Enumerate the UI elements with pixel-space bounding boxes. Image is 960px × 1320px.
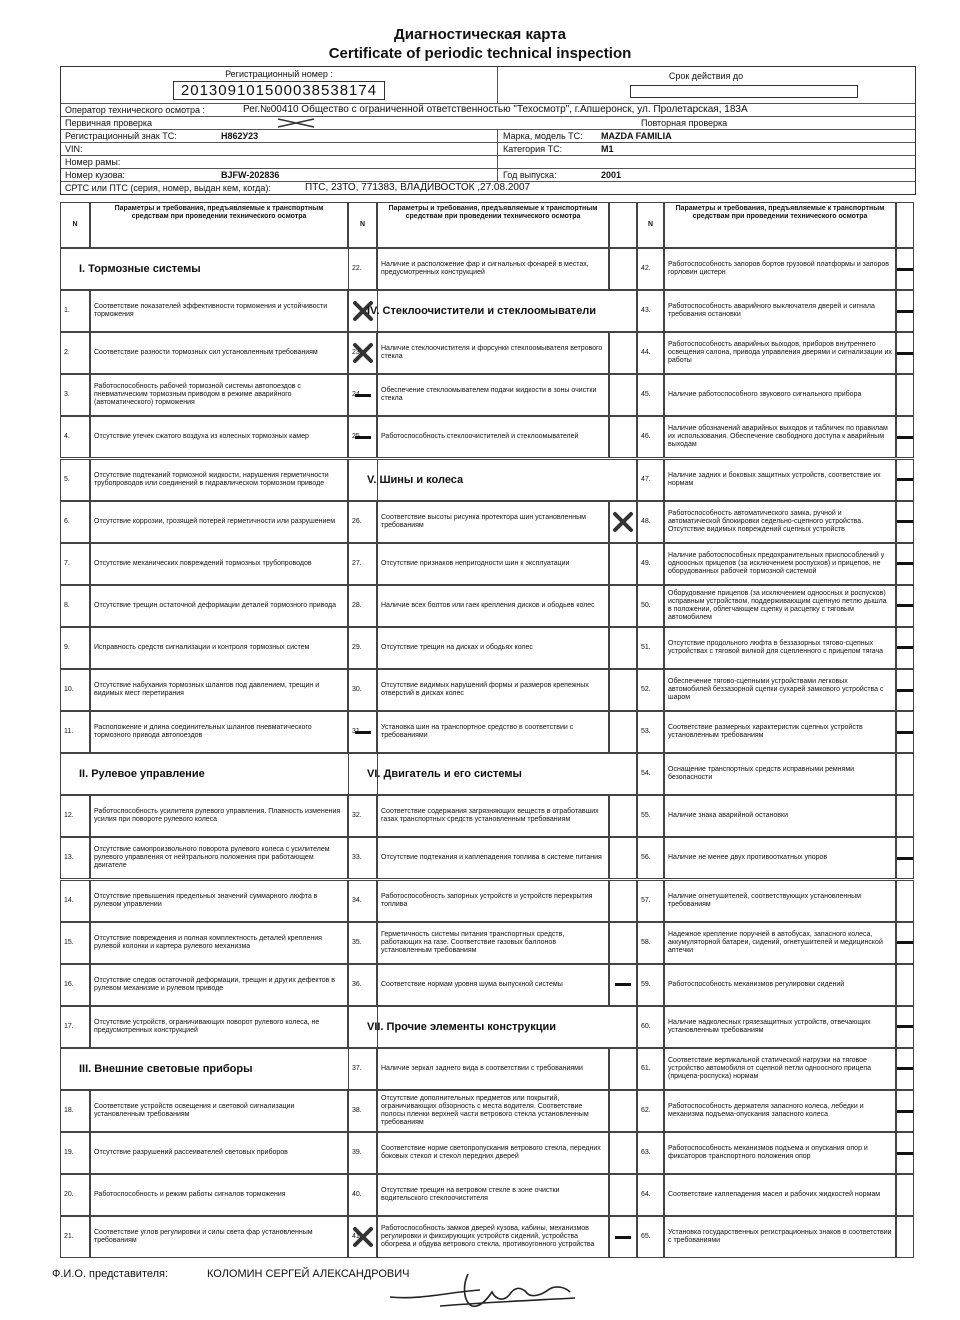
dash-mark-icon bbox=[897, 268, 913, 271]
row-number: 19. bbox=[60, 1132, 90, 1174]
dash-mark-icon bbox=[897, 1067, 913, 1070]
dash-mark-icon bbox=[897, 520, 913, 523]
row-requirement: Отсутствие набухания тормозных шлангов под давлением, трещин и видимых мест перетирания bbox=[90, 669, 348, 711]
row-mark-cell bbox=[609, 1132, 637, 1174]
row-requirement: Обеспечение стеклоомывателем подачи жидкости в зоны очистки стекла bbox=[377, 374, 609, 416]
category-label: Категория ТС: bbox=[503, 144, 563, 154]
row-mark-cell bbox=[896, 1132, 914, 1174]
dash-mark-icon bbox=[897, 310, 913, 313]
row-requirement: Работоспособность усилителя рулевого управления. Плавность изменения усилия при повороте рулевого колеса bbox=[90, 795, 348, 837]
row-requirement: Обеспечение тягово-сцепными устройствами легковых автомобилей беззазорной сцепки сухарей замкового устройства с шаром bbox=[664, 669, 896, 711]
row-number: 26. bbox=[348, 501, 377, 543]
row-number: 31. bbox=[348, 711, 377, 753]
row-requirement: Соответствие содержания загрязняющих веществ в отработавших газах транспортных средств установленным требованиям bbox=[377, 795, 609, 837]
row-number: 33. bbox=[348, 837, 377, 879]
row-number: 43. bbox=[637, 290, 664, 332]
row-number: 52. bbox=[637, 669, 664, 711]
table-header-params: Параметры и требования, предъявляемые к транспортным средствам при проведении технического осмотра bbox=[664, 202, 896, 248]
row-requirement: Работоспособность держателя запасного колеса, лебедки и механизма подъема-опускания запасного колеса bbox=[664, 1090, 896, 1132]
row-number: 32. bbox=[348, 795, 377, 837]
vin-label: VIN: bbox=[65, 144, 83, 154]
primary-check-cross-icon bbox=[276, 118, 316, 128]
plate-row bbox=[61, 130, 915, 143]
row-mark-cell bbox=[609, 795, 637, 837]
dash-mark-icon bbox=[897, 1152, 913, 1155]
row-number: 9. bbox=[60, 627, 90, 669]
signature-icon bbox=[380, 1262, 580, 1312]
row-number: 35. bbox=[348, 922, 377, 964]
row-requirement: Герметичность системы питания транспортных средств, работающих на газе. Соответствие газовых баллонов установленным требованиям bbox=[377, 922, 609, 964]
row-requirement: Наличие обозначений аварийных выходов и табличек по правилам их использования. Обеспечение свободного доступа к аварийным выходам bbox=[664, 416, 896, 458]
row-requirement: Работоспособность автоматического замка, ручной и автоматической блокировки седельно-сцепного устройства. Отсутствие видимых повреждений сцепных устройств bbox=[664, 501, 896, 543]
row-requirement: Наличие всех болтов или гаек крепления дисков и ободьев колес bbox=[377, 585, 609, 627]
row-requirement: Соответствие вертикальной статической нагрузки на тяговое устройство автомобиля от сцепной петли одноосного прицепа (прицепа-роспуска) нормам bbox=[664, 1048, 896, 1090]
row-requirement: Отсутствие устройств, ограничивающих поворот рулевого колеса, не предусмотренных конструкцией bbox=[90, 1006, 348, 1048]
section-heading: I. Тормозные системы bbox=[60, 248, 378, 290]
reg-number-label: Регистрационный номер : bbox=[225, 69, 333, 79]
row-requirement: Отсутствие механических повреждений тормозных трубопроводов bbox=[90, 543, 348, 585]
row-mark-cell bbox=[896, 290, 914, 332]
row-number: 25. bbox=[348, 416, 377, 458]
row-requirement: Соответствие устройств освещения и световой сигнализации установленным требованиям bbox=[90, 1090, 348, 1132]
row-number: 22. bbox=[348, 248, 377, 290]
section-heading: VI. Двигатель и его системы bbox=[348, 753, 637, 795]
section-heading: II. Рулевое управление bbox=[60, 753, 378, 795]
row-requirement: Отсутствие подтекания и каплепадения топлива в системе питания bbox=[377, 837, 609, 879]
body-row bbox=[61, 169, 915, 182]
document-title-en: Certificate of periodic technical inspection bbox=[328, 45, 632, 62]
row-number: 57. bbox=[637, 880, 664, 922]
representative-name: КОЛОМИН СЕРГЕЙ АЛЕКСАНДРОВИЧ bbox=[207, 1268, 410, 1280]
row-mark-cell bbox=[896, 585, 914, 627]
cross-mark-icon bbox=[612, 511, 634, 533]
row-number: 21. bbox=[60, 1216, 90, 1258]
table-header-n: N bbox=[348, 202, 377, 248]
row-requirement: Отсутствие видимых нарушений формы и размеров крепежных отверстий в дисках колес bbox=[377, 669, 609, 711]
row-number: 47. bbox=[637, 459, 664, 501]
category-value: M1 bbox=[601, 144, 614, 154]
row-requirement: Отсутствие повреждения и полная комплектность деталей крепления рулевой колонки и картера рулевого механизма bbox=[90, 922, 348, 964]
dash-mark-icon bbox=[615, 983, 631, 986]
row-requirement: Работоспособность запоров бортов грузовой платформы и запоров горловин цистерн bbox=[664, 248, 896, 290]
dash-mark-icon bbox=[897, 689, 913, 692]
row-requirement: Наличие не менее двух противооткатных упоров bbox=[664, 837, 896, 879]
plate-value: Н862У23 bbox=[221, 131, 259, 141]
row-mark-cell bbox=[896, 964, 914, 1006]
dash-mark-icon bbox=[897, 478, 913, 481]
row-mark-cell bbox=[896, 459, 914, 501]
srts-value: ПТС, 23ТО, 771383, ВЛАДИВОСТОК ,27.08.2007 bbox=[305, 182, 531, 193]
row-requirement: Отсутствие трещин на дисках и ободьях колес bbox=[377, 627, 609, 669]
row-number: 15. bbox=[60, 922, 90, 964]
row-number: 59. bbox=[637, 964, 664, 1006]
row-mark-cell bbox=[609, 1048, 637, 1090]
row-number: 58. bbox=[637, 922, 664, 964]
row-requirement: Наличие задних и боковых защитных устройств, соответствие их нормам bbox=[664, 459, 896, 501]
row-mark-cell bbox=[609, 332, 637, 374]
row-mark-cell bbox=[609, 248, 637, 290]
representative-label: Ф.И.О. представителя: bbox=[52, 1268, 169, 1280]
dash-mark-icon bbox=[897, 941, 913, 944]
row-mark-cell bbox=[896, 922, 914, 964]
row-number: 51. bbox=[637, 627, 664, 669]
dash-mark-icon bbox=[897, 352, 913, 355]
row-number: 55. bbox=[637, 795, 664, 837]
row-mark-cell bbox=[896, 501, 914, 543]
row-number: 37. bbox=[348, 1048, 377, 1090]
row-mark-cell bbox=[609, 374, 637, 416]
row-mark-cell bbox=[609, 711, 637, 753]
row-number: 63. bbox=[637, 1132, 664, 1174]
row-requirement: Отсутствие самопроизвольного поворота рулевого колеса с усилителем рулевого управления от нейтрального положения при работающем двигателе bbox=[90, 837, 348, 879]
row-requirement: Работоспособность аварийных выходов, приборов внутреннего освещения салона, привода управления дверями и сигнализации их работы bbox=[664, 332, 896, 374]
section-heading: III. Внешние световые приборы bbox=[60, 1048, 378, 1090]
dash-mark-icon bbox=[897, 1025, 913, 1028]
row-requirement: Наличие работоспособного звукового сигнального прибора bbox=[664, 374, 896, 416]
row-requirement: Наличие работоспособных предохранительных приспособлений у одноосных прицепов (за исключением роспусков) и прицепов, не оборудованных рабочей тормозной системой bbox=[664, 543, 896, 585]
row-number: 56. bbox=[637, 837, 664, 879]
row-requirement: Оснащение транспортных средств исправными ремнями безопасности bbox=[664, 753, 896, 795]
row-number: 48. bbox=[637, 501, 664, 543]
row-mark-cell bbox=[896, 543, 914, 585]
row-number: 41. bbox=[348, 1216, 377, 1258]
operator-label: Оператор технического осмотра : bbox=[65, 105, 206, 115]
dash-mark-icon bbox=[615, 1236, 631, 1239]
row-mark-cell bbox=[609, 964, 637, 1006]
valid-until-box bbox=[630, 85, 858, 98]
row-mark-cell bbox=[896, 795, 914, 837]
srts-row bbox=[61, 182, 915, 194]
row-number: 39. bbox=[348, 1132, 377, 1174]
row-number: 36. bbox=[348, 964, 377, 1006]
row-requirement: Отсутствие подтеканий тормозной жидкости, нарушения герметичности трубопроводов или соединений в гидравлическом тормозном приводе bbox=[90, 459, 348, 501]
body-value: BJFW-202836 bbox=[221, 170, 280, 180]
row-mark-cell bbox=[896, 248, 914, 290]
row-number: 10. bbox=[60, 669, 90, 711]
row-number: 61. bbox=[637, 1048, 664, 1090]
row-requirement: Работоспособность замков дверей кузова, кабины, механизмов регулировки и фиксирующих устройств сидений, устройства обогрева и обдува ветрового стекла, противоугонного устройства bbox=[377, 1216, 609, 1258]
row-number: 14. bbox=[60, 880, 90, 922]
row-requirement: Отсутствие признаков непригодности шин к эксплуатации bbox=[377, 543, 609, 585]
row-number: 16. bbox=[60, 964, 90, 1006]
row-number: 20. bbox=[60, 1174, 90, 1216]
row-mark-cell bbox=[896, 332, 914, 374]
section-heading: V. Шины и колеса bbox=[348, 459, 637, 501]
row-number: 53. bbox=[637, 711, 664, 753]
row-number: 30. bbox=[348, 669, 377, 711]
row-number: 5. bbox=[60, 459, 90, 501]
row-requirement: Соответствие высоты рисунка протектора шин установленным требованиям bbox=[377, 501, 609, 543]
row-mark-cell bbox=[609, 1216, 637, 1258]
row-mark-cell bbox=[896, 669, 914, 711]
row-number: 42. bbox=[637, 248, 664, 290]
reg-number-value: 201309101500038538174 bbox=[173, 81, 385, 100]
row-mark-cell bbox=[609, 501, 637, 543]
table-header-mark bbox=[896, 202, 914, 248]
dash-mark-icon bbox=[897, 604, 913, 607]
row-number: 23. bbox=[348, 332, 377, 374]
row-number: 60. bbox=[637, 1006, 664, 1048]
document-title-ru: Диагностическая карта bbox=[394, 26, 566, 43]
row-mark-cell bbox=[896, 627, 914, 669]
row-requirement: Соответствие каплепадения масел и рабочих жидкостей нормам bbox=[664, 1174, 896, 1216]
row-requirement: Отсутствие продольного люфта в беззазорных тягово-сцепных устройствах с тяговой вилкой для сцепленного с прицепом тягача bbox=[664, 627, 896, 669]
row-number: 38. bbox=[348, 1090, 377, 1132]
row-number: 46. bbox=[637, 416, 664, 458]
row-mark-cell bbox=[609, 1174, 637, 1216]
table-header-mark bbox=[609, 202, 637, 248]
row-mark-cell bbox=[609, 543, 637, 585]
row-mark-cell bbox=[896, 1174, 914, 1216]
row-requirement: Наличие и расположение фар и сигнальных фонарей в местах, предусмотренных конструкцией bbox=[377, 248, 609, 290]
row-number: 8. bbox=[60, 585, 90, 627]
header-block bbox=[60, 66, 916, 195]
section-heading: IV. Стеклоочистители и стеклоомыватели bbox=[348, 290, 637, 332]
row-number: 17. bbox=[60, 1006, 90, 1048]
primary-check-label: Первичная проверка bbox=[65, 118, 153, 128]
body-label: Номер кузова: bbox=[65, 170, 125, 180]
row-mark-cell bbox=[609, 880, 637, 922]
row-number: 54. bbox=[637, 753, 664, 795]
row-requirement: Работоспособность механизмов подъема и опускания опор и фиксаторов транспортного положения опор bbox=[664, 1132, 896, 1174]
row-number: 3. bbox=[60, 374, 90, 416]
row-requirement: Отсутствие следов остаточной деформации, трещин и других дефектов в рулевом механизме и рулевом приводе bbox=[90, 964, 348, 1006]
row-requirement: Работоспособность рабочей тормозной системы автопоездов с пневматическим тормозным приводом в режиме аварийного (автоматического) торможения bbox=[90, 374, 348, 416]
row-number: 12. bbox=[60, 795, 90, 837]
year-value: 2001 bbox=[601, 170, 622, 180]
valid-until-label: Срок действия до bbox=[668, 71, 744, 81]
row-requirement: Работоспособность запорных устройств и устройств перекрытия топлива bbox=[377, 880, 609, 922]
row-mark-cell bbox=[609, 627, 637, 669]
row-mark-cell bbox=[896, 1216, 914, 1258]
row-requirement: Отсутствие утечек сжатого воздуха из колесных тормозных камер bbox=[90, 416, 348, 458]
row-requirement: Работоспособность аварийного выключателя дверей и сигнала требования остановки bbox=[664, 290, 896, 332]
repeat-check-label: Повторная проверка bbox=[641, 118, 728, 128]
row-number: 4. bbox=[60, 416, 90, 458]
row-mark-cell bbox=[896, 880, 914, 922]
row-number: 45. bbox=[637, 374, 664, 416]
row-requirement: Расположение и длина соединительных шлангов пневматического тормозного привода автопоездов bbox=[90, 711, 348, 753]
plate-label: Регистрационный знак ТС: bbox=[65, 131, 177, 141]
row-requirement: Отсутствие превышения предельных значений суммарного люфта в рулевом управлении bbox=[90, 880, 348, 922]
row-number: 1. bbox=[60, 290, 90, 332]
row-number: 44. bbox=[637, 332, 664, 374]
row-requirement: Оборудование прицепов (за исключением одноосных и роспусков) исправным устройством, поддерживающим сцепную петлю дышла в положении, облегчающем сцепку и расцепку с тяговым автомобилем bbox=[664, 585, 896, 627]
dash-mark-icon bbox=[897, 1110, 913, 1113]
row-mark-cell bbox=[896, 837, 914, 879]
row-mark-cell bbox=[609, 1090, 637, 1132]
row-requirement: Работоспособность и режим работы сигналов торможения bbox=[90, 1174, 348, 1216]
row-mark-cell bbox=[896, 753, 914, 795]
dash-mark-icon bbox=[897, 731, 913, 734]
row-requirement: Отсутствие трещин остаточной деформации деталей тормозного привода bbox=[90, 585, 348, 627]
row-requirement: Работоспособность механизмов регулировки сидений bbox=[664, 964, 896, 1006]
row-requirement: Отсутствие коррозии, грозящей потерей герметичности или разрушением bbox=[90, 501, 348, 543]
row-number: 49. bbox=[637, 543, 664, 585]
row-requirement: Установка государственных регистрационных знаков в соответствии с требованиями bbox=[664, 1216, 896, 1258]
row-mark-cell bbox=[609, 585, 637, 627]
frame-label: Номер рамы: bbox=[65, 157, 121, 167]
row-requirement: Соответствие углов регулировки и силы света фар установленным требованиям bbox=[90, 1216, 348, 1258]
row-requirement: Наличие зеркал заднего вида в соответствии с требованиями bbox=[377, 1048, 609, 1090]
row-requirement: Работоспособность стеклоочистителей и стеклоомывателей bbox=[377, 416, 609, 458]
row-number: 2. bbox=[60, 332, 90, 374]
table-header-params: Параметры и требования, предъявляемые к транспортным средствам при проведении технического осмотра bbox=[377, 202, 609, 248]
registration-row bbox=[61, 67, 915, 104]
row-mark-cell bbox=[609, 669, 637, 711]
make-value: MAZDA FAMILIA bbox=[601, 131, 672, 141]
row-mark-cell bbox=[896, 1006, 914, 1048]
row-requirement: Надежное крепление поручней в автобусах, запасного колеса, аккумуляторной батареи, сидений, огнетушителей и медицинской аптечки bbox=[664, 922, 896, 964]
section-heading: VII. Прочие элементы конструкции bbox=[348, 1006, 637, 1048]
row-mark-cell bbox=[896, 374, 914, 416]
row-number: 11. bbox=[60, 711, 90, 753]
row-requirement: Отсутствие разрушений рассеивателей световых приборов bbox=[90, 1132, 348, 1174]
table-header-params: Параметры и требования, предъявляемые к транспортным средствам при проведении технического осмотра bbox=[90, 202, 348, 248]
row-number: 50. bbox=[637, 585, 664, 627]
srts-label: СРТС или ПТС (серия, номер, выдан кем, когда): bbox=[65, 183, 271, 193]
dash-mark-icon bbox=[897, 857, 913, 860]
row-mark-cell bbox=[609, 922, 637, 964]
row-requirement: Наличие надколесных грязезащитных устройств, отвечающих установленным требованиям bbox=[664, 1006, 896, 1048]
row-requirement: Наличие знака аварийной остановки bbox=[664, 795, 896, 837]
row-mark-cell bbox=[896, 416, 914, 458]
row-requirement: Соответствие нормам уровня шума выпускной системы bbox=[377, 964, 609, 1006]
year-label: Год выпуска: bbox=[503, 170, 557, 180]
row-mark-cell bbox=[896, 1048, 914, 1090]
row-requirement: Наличие огнетушителей, соответствующих установленным требованиям bbox=[664, 880, 896, 922]
table-header-n: N bbox=[637, 202, 664, 248]
row-number: 65. bbox=[637, 1216, 664, 1258]
dash-mark-icon bbox=[897, 436, 913, 439]
row-mark-cell bbox=[896, 1090, 914, 1132]
row-number: 18. bbox=[60, 1090, 90, 1132]
row-requirement: Отсутствие дополнительных предметов или покрытий, ограничивающих обзорность с места водителя. Соответствие полосы пленки верхней части ветрового стекла установленным требованиям bbox=[377, 1090, 609, 1132]
row-requirement: Соответствие показателей эффективности торможения и устойчивости торможения bbox=[90, 290, 348, 332]
row-number: 34. bbox=[348, 880, 377, 922]
row-number: 27. bbox=[348, 543, 377, 585]
row-number: 7. bbox=[60, 543, 90, 585]
row-requirement: Соответствие разности тормозных сил установленным требованиям bbox=[90, 332, 348, 374]
row-number: 6. bbox=[60, 501, 90, 543]
table-header-n: N bbox=[60, 202, 90, 248]
inspection-type-row bbox=[61, 117, 915, 130]
row-number: 64. bbox=[637, 1174, 664, 1216]
row-requirement: Соответствие размерных характеристик сцепных устройств установленным требованиям bbox=[664, 711, 896, 753]
row-requirement: Соответствие норме светопропускания ветрового стекла, передних боковых стекол и стекол передних дверей bbox=[377, 1132, 609, 1174]
make-label: Марка, модель ТС: bbox=[503, 131, 583, 141]
dash-mark-icon bbox=[897, 646, 913, 649]
row-requirement: Отсутствие трещин на ветровом стекле в зоне очистки водительского стеклоочистителя bbox=[377, 1174, 609, 1216]
operator-row bbox=[61, 104, 915, 117]
row-number: 29. bbox=[348, 627, 377, 669]
dash-mark-icon bbox=[897, 562, 913, 565]
row-mark-cell bbox=[896, 711, 914, 753]
row-number: 28. bbox=[348, 585, 377, 627]
row-number: 40. bbox=[348, 1174, 377, 1216]
operator-value: Рег.№00410 Общество с ограниченной ответственностью "Техосмотр", г.Апшеронск, ул. Пролетарская, 183А bbox=[243, 104, 748, 115]
row-requirement: Наличие стеклоочистителя и форсунки стеклоомывателя ветрового стекла bbox=[377, 332, 609, 374]
row-requirement: Установка шин на транспортное средство в соответствии с требованиями bbox=[377, 711, 609, 753]
row-number: 24. bbox=[348, 374, 377, 416]
row-number: 13. bbox=[60, 837, 90, 879]
row-mark-cell bbox=[609, 837, 637, 879]
row-mark-cell bbox=[609, 416, 637, 458]
vin-row bbox=[61, 143, 915, 156]
frame-row bbox=[61, 156, 915, 169]
row-requirement: Исправность средств сигнализации и контроля тормозных систем bbox=[90, 627, 348, 669]
row-number: 62. bbox=[637, 1090, 664, 1132]
